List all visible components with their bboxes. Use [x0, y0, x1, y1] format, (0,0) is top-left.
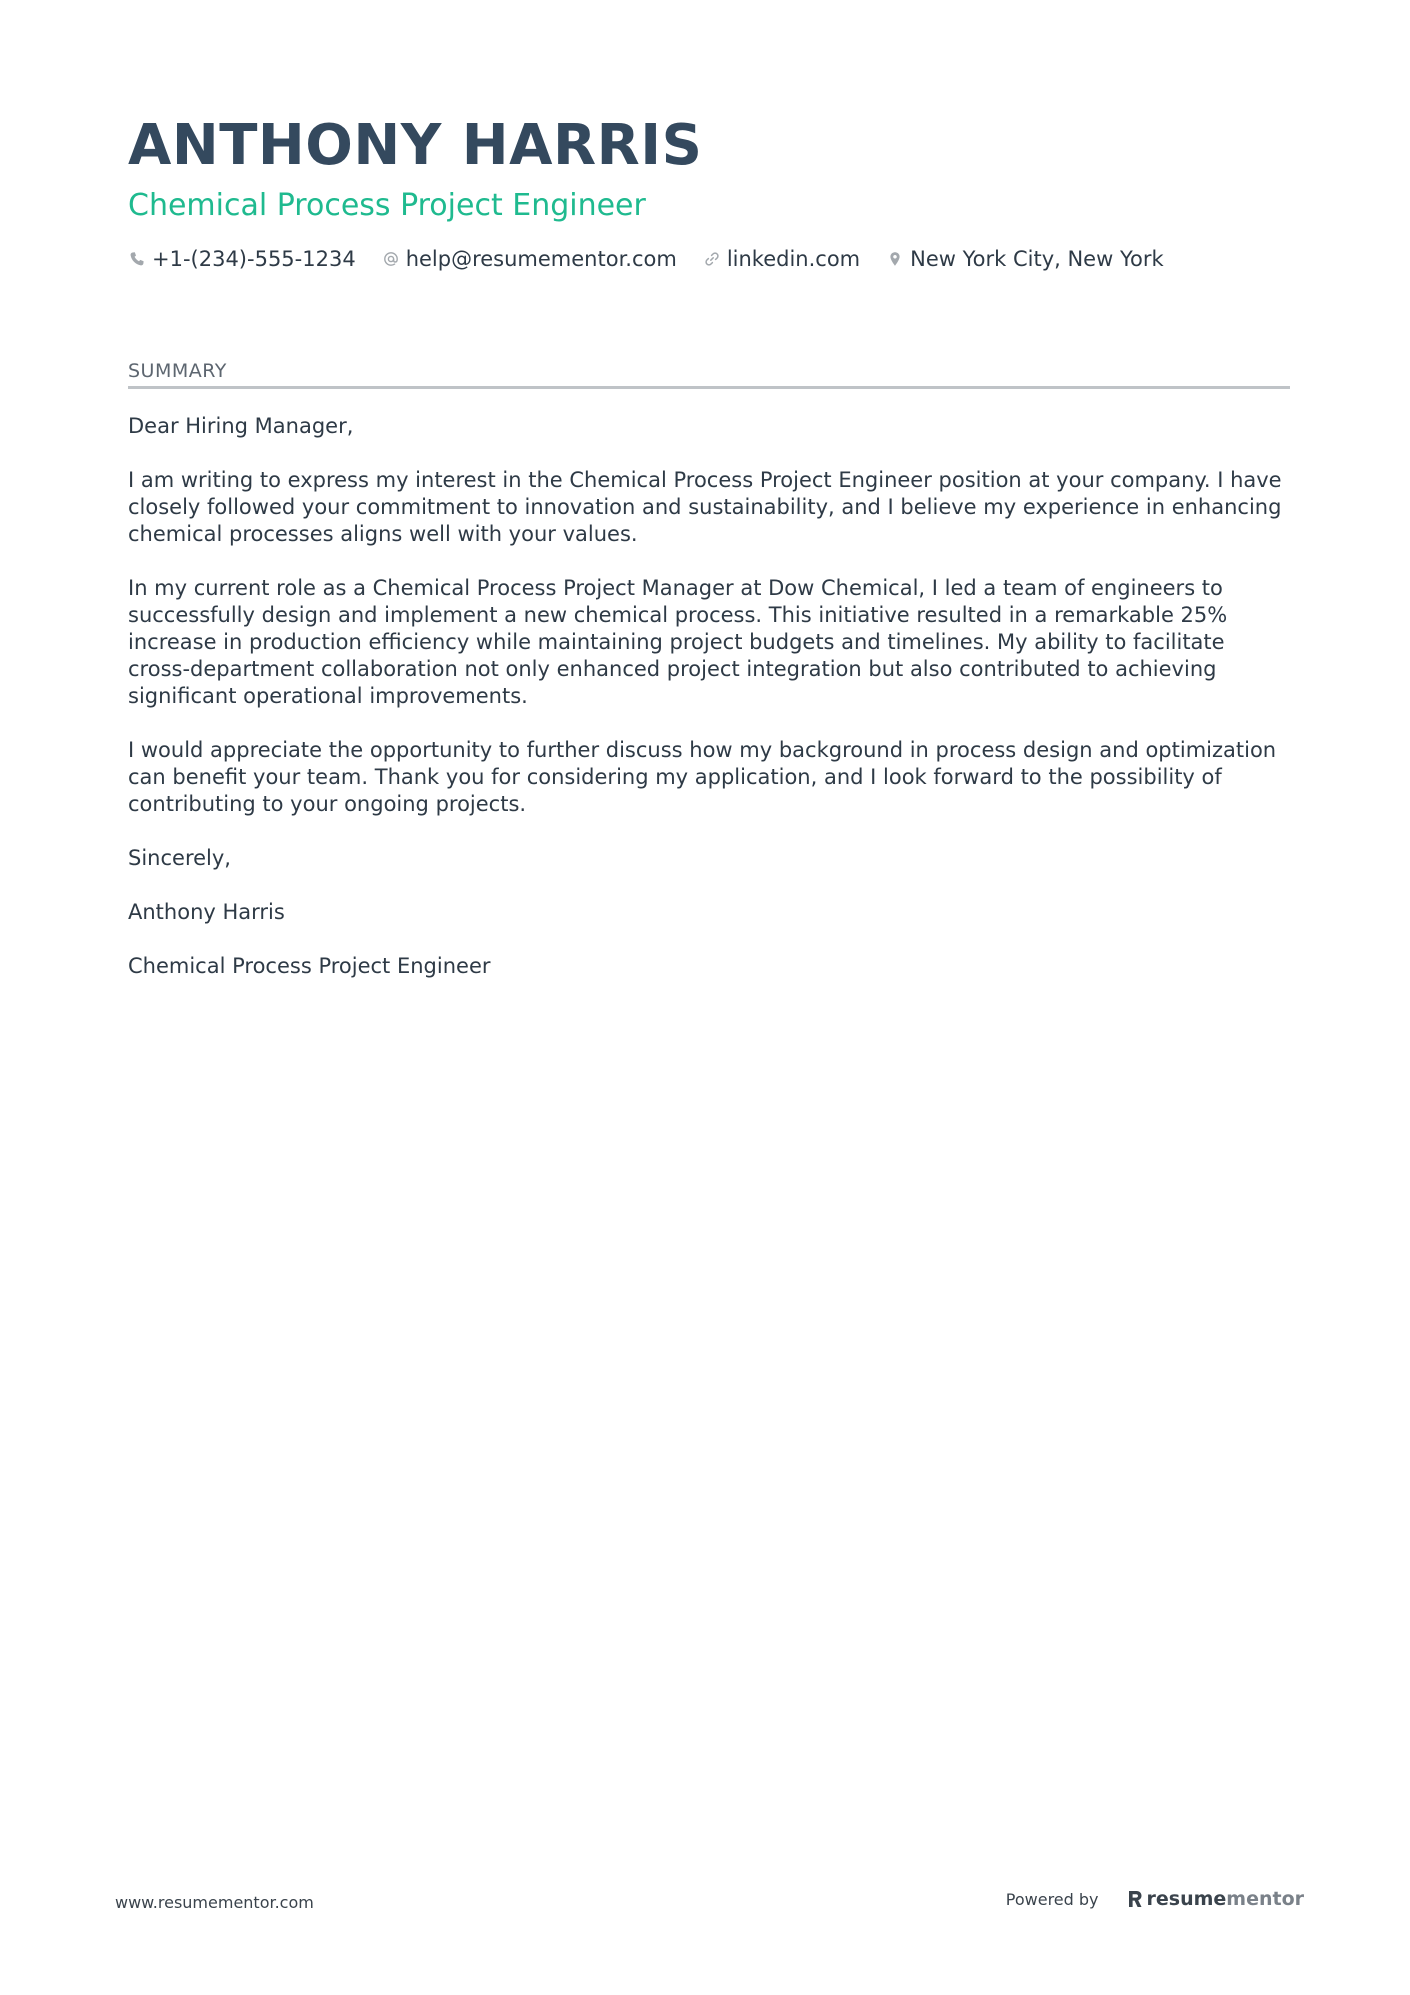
applicant-role: Chemical Process Project Engineer: [128, 188, 646, 223]
contact-bar: [128, 244, 1288, 274]
resumementor-logo-icon: [1127, 1889, 1143, 1909]
contact-phone: [128, 244, 356, 274]
paragraph-3: I would appreciate the opportunity to further discuss how my background in process design and optimization can benefit your team. Thank you for considering my application, and I look forward to the possibility of contributing to your ongoing projects.: [128, 738, 1277, 816]
brand-name-part2: mentor: [1226, 1888, 1304, 1910]
phone-number: +1-(234)-555-1234: [152, 247, 356, 271]
footer-website[interactable]: www.resumementor.com: [115, 1893, 314, 1912]
footer-branding: [1006, 1888, 1304, 1910]
contact-email[interactable]: [382, 244, 677, 274]
email-address: help@resumementor.com: [405, 247, 677, 271]
at-icon: [382, 250, 400, 268]
phone-icon: [128, 250, 146, 268]
letter-body: [128, 413, 1290, 980]
header: [128, 112, 1288, 274]
greeting: Dear Hiring Manager,: [128, 414, 354, 438]
paragraph-2: In my current role as a Chemical Process Project Manager at Dow Chemical, I led a team of engineers to successfully design and implement a new chemical process. This initiative resulted in a remarkable 25% increase in production efficiency while maintaining project budgets and timelines. My ability to facilitate cross-department collaboration not only enhanced project integration but also contributed to achieving significant operational improvements.: [128, 576, 1228, 708]
section-title: SUMMARY: [128, 360, 1290, 389]
powered-by-label: Powered by: [1005, 1889, 1099, 1909]
linkedin-link: linkedin.com: [726, 247, 861, 271]
contact-location: [886, 244, 1164, 274]
paragraph-1: I am writing to express my interest in the Chemical Process Project Engineer position at your company. I have closely followed your commitment to innovation and sustainability, and I believe my experience in enhancing chemical processes aligns well with your values.: [128, 468, 1282, 546]
map-pin-icon: [886, 250, 904, 268]
brand-name-part1: resume: [1146, 1888, 1227, 1910]
signature-name: Anthony Harris: [128, 900, 285, 924]
contact-linkedin[interactable]: [703, 244, 860, 274]
brand-logo[interactable]: [1127, 1888, 1305, 1910]
summary-section: [128, 360, 1290, 1007]
closing: Sincerely,: [128, 846, 231, 870]
signature-title: Chemical Process Project Engineer: [128, 954, 491, 978]
applicant-name: ANTHONY HARRIS: [128, 113, 703, 178]
link-icon: [703, 250, 721, 268]
location-text: New York City, New York: [910, 247, 1164, 271]
